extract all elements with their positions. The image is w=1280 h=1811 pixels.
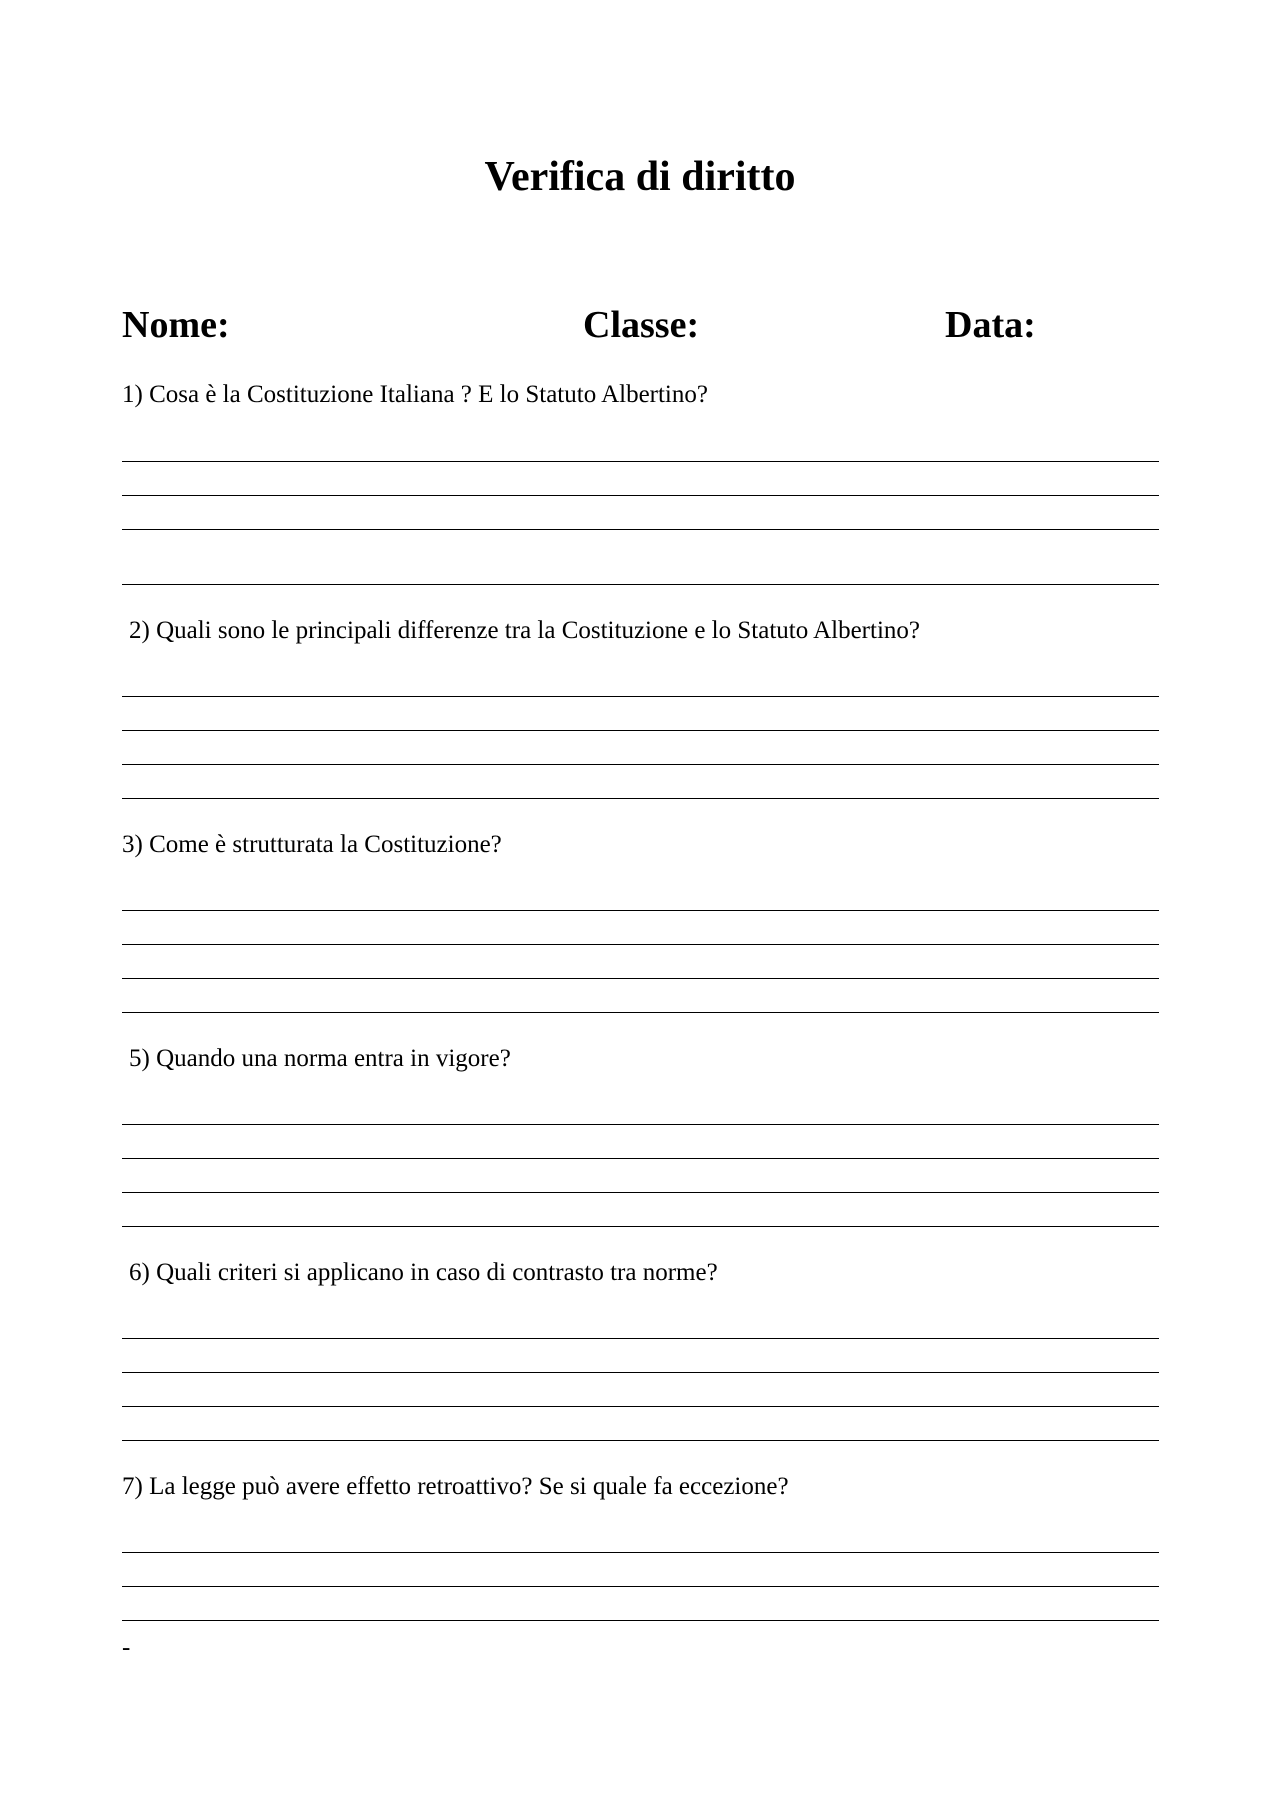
- answer-line[interactable]: [122, 1406, 1159, 1407]
- question-5: 5) Quando una norma entra in vigore?: [129, 1045, 511, 1072]
- answer-line[interactable]: [122, 1620, 1159, 1621]
- answer-line[interactable]: [122, 978, 1159, 979]
- answer-line[interactable]: [122, 495, 1159, 496]
- question-6: 6) Quali criteri si applicano in caso di contrasto tra norme?: [129, 1259, 718, 1286]
- answer-line[interactable]: [122, 1552, 1159, 1553]
- answer-line[interactable]: [122, 1338, 1159, 1339]
- answer-line[interactable]: [122, 730, 1159, 731]
- date-label: Data:: [945, 304, 1036, 346]
- question-1: 1) Cosa è la Costituzione Italiana ? E lo Statuto Albertino?: [122, 381, 708, 408]
- answer-line[interactable]: [122, 1440, 1159, 1441]
- answer-line[interactable]: [122, 1012, 1159, 1013]
- class-label: Classe:: [583, 304, 700, 346]
- answer-line[interactable]: [122, 1372, 1159, 1373]
- answer-line[interactable]: [122, 764, 1159, 765]
- question-3: 3) Come è strutturata la Costituzione?: [122, 831, 502, 858]
- answer-line[interactable]: [122, 1226, 1159, 1227]
- answer-line[interactable]: [122, 529, 1159, 530]
- question-2: 2) Quali sono le principali differenze tra la Costituzione e lo Statuto Albertino?: [129, 617, 920, 644]
- answer-line[interactable]: [122, 910, 1159, 911]
- answer-line[interactable]: [122, 1158, 1159, 1159]
- answer-line[interactable]: [122, 696, 1159, 697]
- answer-line[interactable]: [122, 1192, 1159, 1193]
- answer-line[interactable]: [122, 1124, 1159, 1125]
- answer-line[interactable]: [122, 944, 1159, 945]
- answer-line[interactable]: [122, 1586, 1159, 1587]
- answer-line[interactable]: [122, 461, 1159, 462]
- page-title: Verifica di diritto: [484, 154, 796, 200]
- question-7: 7) La legge può avere effetto retroattivo? Se si quale fa eccezione?: [122, 1473, 789, 1500]
- name-label: Nome:: [122, 304, 230, 346]
- answer-line[interactable]: [122, 584, 1159, 585]
- answer-line[interactable]: [122, 798, 1159, 799]
- trailing-dash: -: [122, 1634, 131, 1661]
